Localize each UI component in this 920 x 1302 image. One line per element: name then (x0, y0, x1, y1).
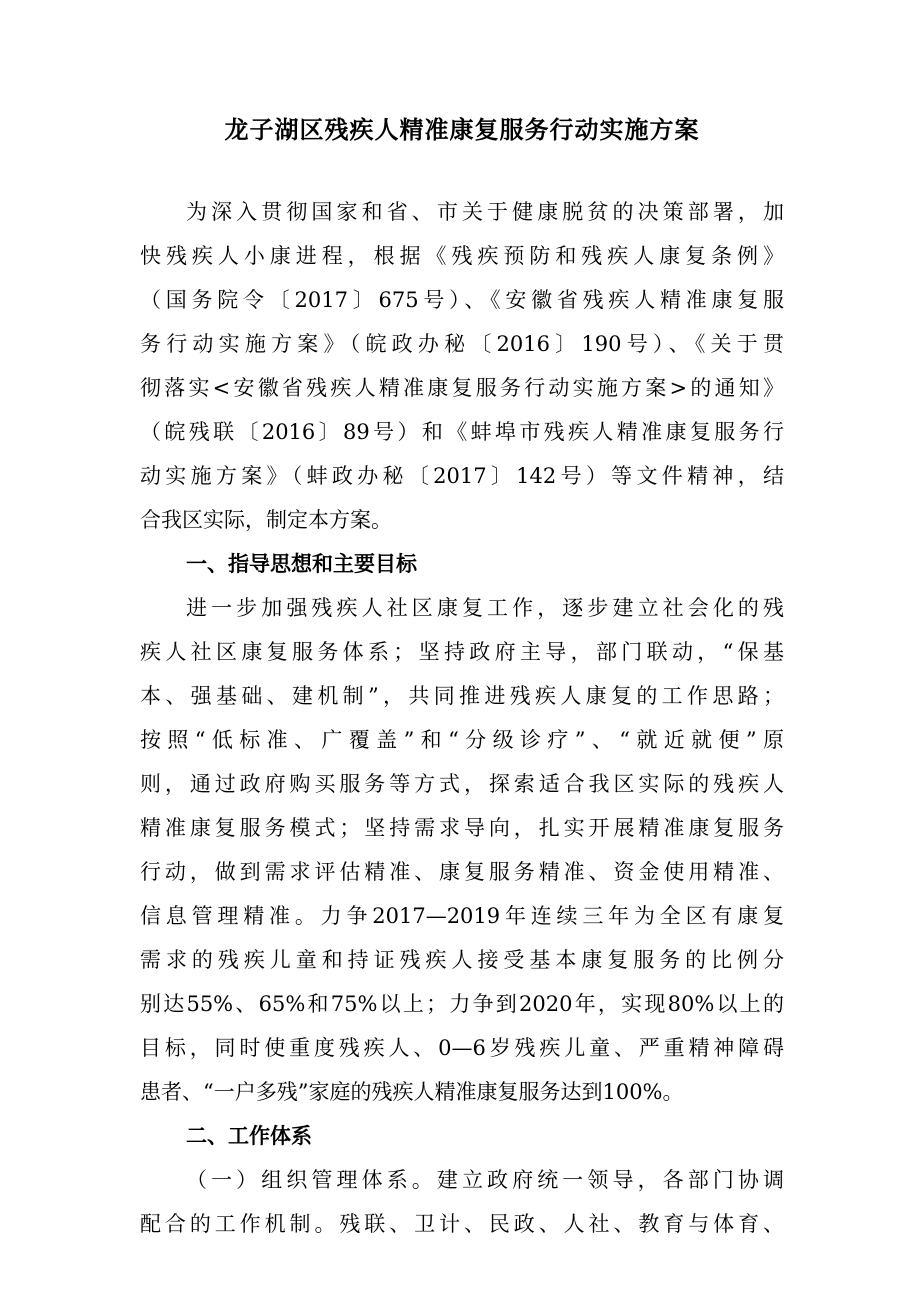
section1-line: 需求的残疾儿童和持证残疾人接受基本康复服务的比例分 (140, 948, 784, 972)
section1-line: 疾人社区康复服务体系；坚持政府主导，部门联动，“保基 (140, 640, 784, 664)
intro-line: 为深入贯彻国家和省、市关于健康脱贫的决策部署，加 (186, 200, 784, 224)
section1-line: 患者、“一户多残”家庭的残疾人精准康复服务达到100%。 (140, 1080, 684, 1104)
section-heading-work-system: 二、工作体系 (186, 1124, 312, 1148)
section1-line: 信息管理精准。力争2017—2019年连续三年为全区有康复 (140, 904, 784, 928)
document-title: 龙子湖区残疾人精准康复服务行动实施方案 (224, 116, 700, 144)
section1-line: 别达55%、65%和75%以上；力争到2020年，实现80%以上的 (140, 992, 784, 1016)
intro-line: 快残疾人小康进程，根据《残疾预防和残疾人康复条例》 (140, 244, 784, 268)
section-heading-guiding-ideology: 一、指导思想和主要目标 (186, 552, 417, 576)
intro-line: 彻落实<安徽省残疾人精准康复服务行动实施方案>的通知》 (140, 376, 784, 400)
section1-line: 精准康复服务模式；坚持需求导向，扎实开展精准康复服务 (140, 816, 784, 840)
intro-line: 动实施方案》（蚌政办秘〔2017〕142号）等文件精神，结 (140, 464, 784, 488)
section2-line: 配合的工作机制。残联、卫计、民政、人社、教育与体育、 (140, 1212, 784, 1236)
intro-line: （国务院令〔2017〕675号）、《安徽省残疾人精准康复服 (140, 288, 784, 312)
section1-line: 进一步加强残疾人社区康复工作，逐步建立社会化的残 (186, 596, 784, 620)
section1-line: 则，通过政府购买服务等方式，探索适合我区实际的残疾人 (140, 772, 784, 796)
intro-line: 合我区实际，制定本方案。 (140, 508, 392, 532)
section2-line: （一）组织管理体系。建立政府统一领导，各部门协调 (186, 1168, 784, 1192)
section1-line: 本、强基础、建机制”，共同推进残疾人康复的工作思路； (140, 684, 784, 708)
intro-line: 务行动实施方案》（皖政办秘〔2016〕190号）、《关于贯 (140, 332, 784, 356)
section1-line: 行动，做到需求评估精准、康复服务精准、资金使用精准、 (140, 860, 784, 884)
section1-line: 按照“低标准、广覆盖”和“分级诊疗”、“就近就便”原 (140, 728, 784, 752)
section1-line: 目标，同时使重度残疾人、0—6岁残疾儿童、严重精神障碍 (140, 1036, 784, 1060)
intro-line: （皖残联〔2016〕89号）和《蚌埠市残疾人精准康复服务行 (140, 420, 784, 444)
